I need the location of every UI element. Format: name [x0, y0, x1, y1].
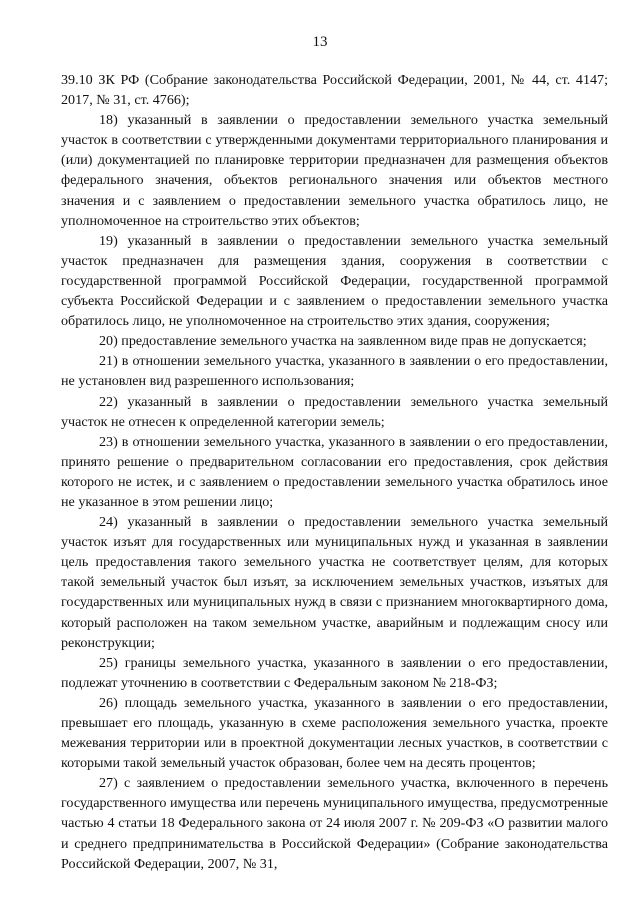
paragraph-item-20: 20) предоставление земельного участка на заявленном виде прав не допускается; — [99, 333, 587, 350]
page-number: 13 — [312, 34, 328, 50]
paragraph-item-21: 21) в отношении земельного участка, указанного в заявлении о его предоставлении, не установлен вид разрешенного использования; — [61, 353, 608, 390]
paragraph-continuation: 39.10 ЗК РФ (Собрание законодательства Российской Федерации, 2001, № 44, ст. 4147; 2017, № 31, ст. 4766); — [61, 72, 608, 109]
paragraph-item-19: 19) указанный в заявлении о предоставлении земельного участка земельный участок предназначен для размещения здания, сооружения в соответствии с государственной программой Российской Федерации, государственной программой субъекта Российской Федерации и с заявлением о предоставлении земельного участка обратилось лицо, не уполномоченное на строительство этих здания, сооружения; — [61, 232, 608, 330]
paragraph-item-23: 23) в отношении земельного участка, указанного в заявлении о его предоставлении, принято решение о предварительном согласовании его предоставления, срок действия которого не истек, и с заявлением о предоставлении земельного участка обратилось иное не указанное в этом решении лицо; — [61, 433, 608, 510]
document-body — [61, 70, 608, 874]
paragraph-item-18: 18) указанный в заявлении о предоставлении земельного участка земельный участок в соответствии с утвержденными документами территориального планирования и (или) документацией по планировке территории предназначен для размещения объектов федерального значения, объектов регионального значения или объектов местного значения и с заявлением о предоставлении земельного участка обратилось лицо, не уполномоченное на строительство этих объектов; — [61, 112, 608, 229]
paragraph-item-25: 25) границы земельного участка, указанного в заявлении о его предоставлении, подлежат уточнению в соответствии с Федеральным законом № 218-ФЗ; — [61, 654, 608, 691]
paragraph-item-26: 26) площадь земельного участка, указанного в заявлении о его предоставлении, превышает его площадь, указанную в схеме расположения земельного участка, проекте межевания территории или в проектной документации лесных участков, в соответствии с которыми такой земельный участок образован, более чем на десять процентов; — [61, 694, 608, 772]
paragraph-item-22: 22) указанный в заявлении о предоставлении земельного участка земельный участок не отнесен к определенной категории земель; — [61, 393, 608, 430]
paragraph-item-27: 27) с заявлением о предоставлении земельного участка, включенного в перечень государственного имущества или перечень муниципального имущества, предусмотренные частью 4 статьи 18 Федерального закона от 24 июля 2007 г. № 209-ФЗ «О развитии малого и среднего предпринимательства в Российской Федерации» (Собрание законодательства Российской Федерации, 2007, № 31, — [61, 775, 608, 872]
paragraph-item-24: 24) указанный в заявлении о предоставлении земельного участка земельный участок изъят для государственных или муниципальных нужд и указанная в заявлении цель предоставления такого земельного участка не соответствует целям, для которых такой земельный участок был изъят, за исключением земельных участков, изъятых для государственных или муниципальных нужд в связи с признанием многоквартирного дома, который расположен на таком земельном участке, аварийным и подлежащим сносу или реконструкции; — [61, 514, 608, 651]
